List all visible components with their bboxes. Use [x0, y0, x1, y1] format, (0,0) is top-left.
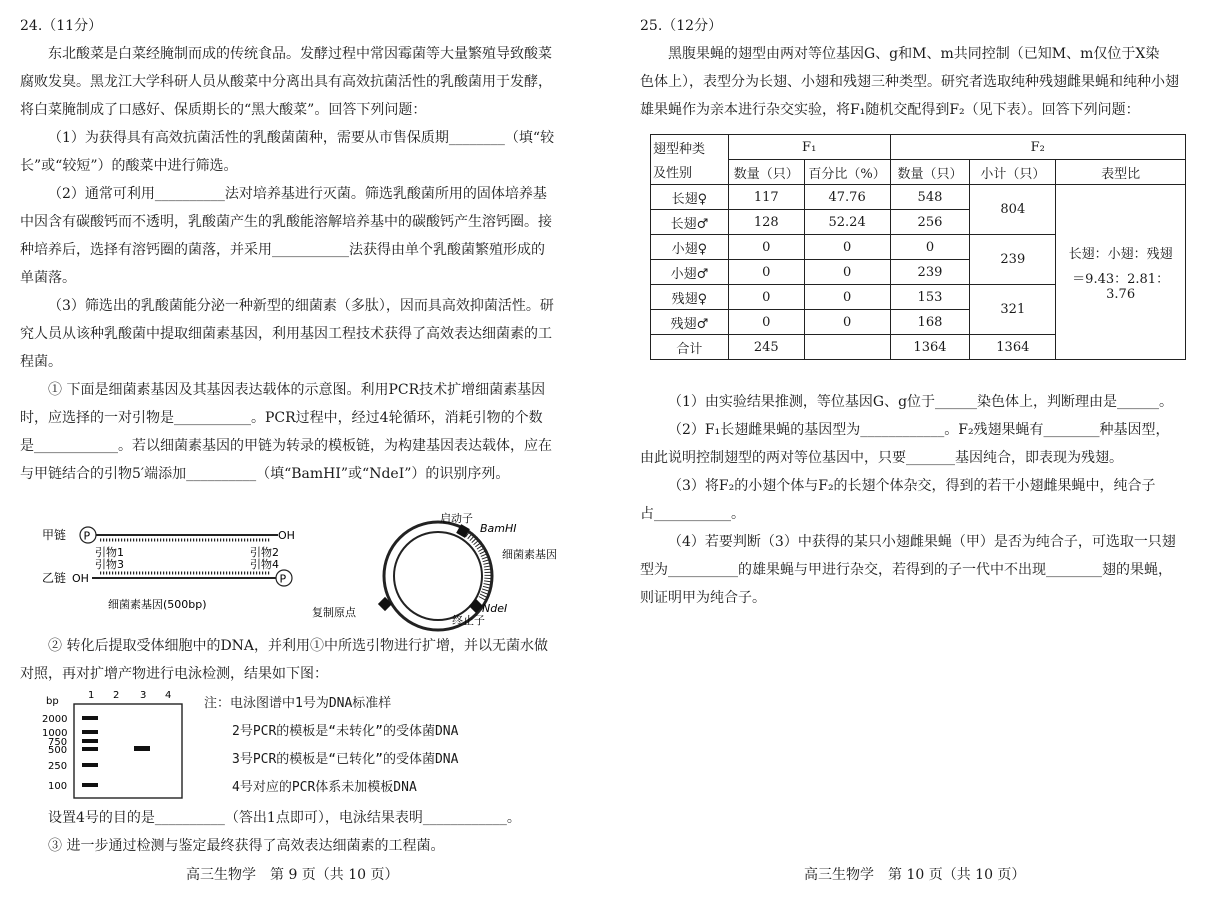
- row-label: 长翅♀: [651, 185, 729, 210]
- f2-count: 239: [890, 260, 970, 285]
- q25-4-line-1: （4）若要判断（3）中获得的某只小翅雌果蝇（甲）是否为纯合子，可选取一只翅: [668, 534, 1176, 550]
- page-10: [640, 12, 1192, 124]
- q24-1-line-2: 长”或“较短”）的酸菜中进行筛选。: [20, 158, 238, 174]
- q25-4-line-3: 则证明甲为纯合子。: [640, 590, 766, 606]
- lane-1-label: 1: [88, 690, 95, 701]
- f1-count: 0: [728, 260, 804, 285]
- q24-intro-line-3: 将白菜腌制成了口感好、保质期长的“黑大酸菜”。回答下列问题：: [20, 102, 427, 118]
- footer-page-10: 高三生物学 第 10 页（共 10 页）: [804, 867, 1026, 883]
- q24-1-line-1: （1）为获得具有高效抗菌活性的乳酸菌菌种，需要从市售保质期________（填“较: [48, 130, 555, 146]
- f2-count: 256: [890, 210, 970, 235]
- q24-3a-line-2: 时，应选择的一对引物是___________。PCR过程中，经过4轮循环，消耗引物的个数: [20, 410, 543, 426]
- row-label: 残翅♂: [651, 310, 729, 335]
- chain-b-label: 乙链: [42, 571, 67, 585]
- ratio-cell: [1056, 185, 1186, 360]
- wing-type-table: [650, 134, 1186, 360]
- f1-count: 128: [728, 210, 804, 235]
- page-9: [20, 12, 580, 488]
- f2-count: 0: [890, 235, 970, 260]
- lane1-band-2000: [82, 716, 98, 720]
- gel-note-1: 注：电泳图谱中1号为DNA标准样: [204, 696, 392, 711]
- q24-3c-block: [20, 804, 580, 860]
- total-f1-pct: [804, 335, 890, 360]
- f1-pct: 0: [804, 285, 890, 310]
- gel-bp-label: bp: [46, 696, 59, 707]
- total-f1: 245: [728, 335, 804, 360]
- gel-note-4: 4号对应的PCR体系未加模板DNA: [232, 780, 417, 795]
- lane-4-label: 4: [165, 690, 172, 701]
- header-ratio: 表型比: [1056, 160, 1186, 185]
- header-type: 翅型种类: [651, 135, 729, 160]
- row-label: 残翅♀: [651, 285, 729, 310]
- total-label: 合计: [651, 335, 729, 360]
- marker-100: 100: [48, 781, 68, 792]
- lane1-band-500: [82, 747, 98, 751]
- f1-count: 0: [728, 235, 804, 260]
- marker-250: 250: [48, 761, 68, 772]
- marker-1000: 1000: [42, 728, 68, 739]
- primer3-label: 引物3: [95, 558, 124, 571]
- gene-segment: [465, 532, 488, 599]
- row-label: 小翅♀: [651, 235, 729, 260]
- q24-3d-line: ③ 进一步通过检测与鉴定最终获得了高效表达细菌素的工程菌。: [48, 838, 445, 854]
- lane1-band-750: [82, 739, 98, 743]
- q25-2-line-2: 由此说明控制翅型的两对等位基因中，只要_______基因纯合，即表现为残翅。: [640, 450, 1123, 466]
- subtotal-small: 239: [970, 235, 1056, 285]
- lane3-band-500: [134, 746, 150, 751]
- ndei-label: NdeⅠ: [482, 602, 508, 615]
- gene-caption: 细菌素基因(500bp): [108, 598, 207, 611]
- q24-3-line-3: 程菌。: [20, 354, 62, 370]
- terminator-label: 终止子: [452, 614, 485, 627]
- q25-3-line-1: （3）将F₂的小翅个体与F₂的长翅个体杂交，得到的若干小翅雌果蝇中，纯合子: [668, 478, 1156, 494]
- q24-3a-line-4: 与甲链结合的引物5′端添加__________（填“BamHⅠ”或“NdeⅠ”）的识别序列。: [20, 466, 510, 482]
- header-f2-count: 数量（只）: [890, 160, 970, 185]
- f1-count: 0: [728, 285, 804, 310]
- phosphate-b-label: P: [279, 572, 287, 586]
- primer2-label: 引物2: [250, 546, 279, 559]
- q24-2-line-2: 中因含有碳酸钙而不透明，乳酸菌产生的乳酸能溶解培养基中的碳酸钙产生溶钙圈。接: [20, 214, 552, 230]
- marker-750: 750: [48, 737, 68, 748]
- lane1-band-250: [82, 763, 98, 767]
- q25-intro-line-1: 黑腹果蝇的翅型由两对等位基因G、g和M、m共同控制（已知M、m仅位于X染: [668, 46, 1160, 62]
- q24-3c-line: 设置4号的目的是__________（答出1点即可），电泳结果表明____________。: [48, 810, 521, 826]
- f1-pct: 0: [804, 310, 890, 335]
- f1-pct: 47.76: [804, 185, 890, 210]
- q25-4-line-2: 型为__________的雄果蝇与甲进行杂交，若得到的子一代中不出现________翅的果蝇，: [640, 562, 1172, 578]
- promoter-label: 启动子: [440, 512, 473, 525]
- q24-3b-line-1: ② 转化后提取受体细胞中的DNA，并利用①中所选引物进行扩增，并以无菌水做: [48, 638, 549, 654]
- q24-heading: 24.（11分）: [20, 18, 103, 34]
- q24-2-line-1: （2）通常可利用__________法对培养基进行灭菌。筛选乳酸菌所用的固体培养基: [48, 186, 547, 202]
- q24-intro-line-2: 腐败发臭。黑龙江大学科研人员从酸菜中分离出具有高效抗菌活性的乳酸菌用于发酵，: [20, 74, 552, 90]
- ratio-line-2: ＝9.43：2.81：3.76: [1072, 271, 1170, 302]
- header-f1-count: 数量（只）: [728, 160, 804, 185]
- lane-2-label: 2: [113, 690, 120, 701]
- subtotal-long: 804: [970, 185, 1056, 235]
- f1-count: 0: [728, 310, 804, 335]
- subtotal-vestigial: 321: [970, 285, 1056, 335]
- plasmid-inner: [394, 532, 482, 620]
- f2-count: 153: [890, 285, 970, 310]
- header-f1-pct: 百分比（%）: [804, 160, 890, 185]
- q24-intro-line-1: 东北酸菜是白菜经腌制而成的传统食品。发酵过程中常因霉菌等大量繁殖导致酸菜: [48, 46, 552, 62]
- q24-3-line-2: 究人员从该种乳酸菌中提取细菌素基因，利用基因工程技术获得了高效表达细菌素的工: [20, 326, 552, 342]
- f1-pct: 0: [804, 260, 890, 285]
- marker-500: 500: [48, 745, 68, 756]
- bamhi-label: BamHⅠ: [480, 522, 517, 535]
- q25-questions: [640, 388, 1192, 612]
- oh-b-label: OH: [72, 572, 89, 585]
- q24-3a-line-1: ① 下面是细菌素基因及其基因表达载体的示意图。利用PCR技术扩增细菌素基因: [48, 382, 546, 398]
- gel-note-2: 2号PCR的模板是“未转化”的受体菌DNA: [232, 724, 459, 739]
- q25-2-line-1: （2）F₁长翅雌果蝇的基因型为____________。F₂残翅果蝇有________种基因型，: [668, 422, 1170, 438]
- q24-3a-line-3: 是____________。若以细菌素基因的甲链为转录的模板链，为构建基因表达载体，应在: [20, 438, 552, 454]
- primer1-label: 引物1: [95, 546, 124, 559]
- origin-label: 复制原点: [312, 606, 356, 619]
- header-sex: 及性别: [651, 160, 729, 185]
- q25-1-line: （1）由实验结果推测，等位基因G、g位于______染色体上，判断理由是______。: [668, 394, 1174, 410]
- header-f2: F₂: [890, 135, 1185, 160]
- gene-label: 细菌素基因: [502, 548, 557, 561]
- header-f2-subtotal: 小计（只）: [970, 160, 1056, 185]
- q24-3b-block: [20, 632, 580, 688]
- chain-a-label: 甲链: [42, 528, 67, 542]
- q24-2-line-3: 种培养后，选择有溶钙圈的菌落，并采用___________法获得由单个乳酸菌繁殖形成的: [20, 242, 545, 258]
- q24-3b-line-2: 对照，再对扩增产物进行电泳检测，结果如下图：: [20, 666, 328, 682]
- total-f2: 1364: [890, 335, 970, 360]
- electrophoresis-gel: [38, 688, 198, 800]
- q24-2-line-4: 单菌落。: [20, 270, 76, 286]
- header-f1: F₁: [728, 135, 890, 160]
- primer4-label: 引物4: [250, 558, 279, 571]
- row-label: 小翅♂: [651, 260, 729, 285]
- total-subtotal: 1364: [970, 335, 1056, 360]
- q25-heading: 25.（12分）: [640, 18, 723, 34]
- table-row: [651, 185, 1186, 210]
- marker-2000: 2000: [42, 714, 68, 725]
- q25-intro-line-2: 色体上），表型分为长翅、小翅和残翅三种类型。研究者选取纯种残翅雌果蝇和纯种小翅: [640, 74, 1179, 90]
- gel-note-3: 3号PCR的模板是“已转化”的受体菌DNA: [232, 752, 459, 767]
- f1-count: 117: [728, 185, 804, 210]
- row-label: 长翅♂: [651, 210, 729, 235]
- lane1-band-1000: [82, 730, 98, 734]
- lane1-band-100: [82, 783, 98, 787]
- f1-pct: 0: [804, 235, 890, 260]
- lane-3-label: 3: [140, 690, 147, 701]
- ratio-line-1: 长翅：小翅：残翅: [1068, 246, 1173, 262]
- q25-intro-line-3: 雄果蝇作为亲本进行杂交实验，将F₁随机交配得到F₂（见下表）。回答下列问题：: [640, 102, 1140, 118]
- gel-notes: [204, 690, 458, 802]
- footer-page-9: 高三生物学 第 9 页（共 10 页）: [186, 867, 399, 883]
- f1-pct: 52.24: [804, 210, 890, 235]
- gene-and-vector-diagram: [20, 512, 580, 627]
- phosphate-a-label: P: [83, 529, 91, 543]
- f2-count: 168: [890, 310, 970, 335]
- f2-count: 548: [890, 185, 970, 210]
- q24-3-line-1: （3）筛选出的乳酸菌能分泌一种新型的细菌素（多肽），因而具高效抑菌活性。研: [48, 298, 554, 314]
- oh-a-label: OH: [278, 529, 295, 542]
- q25-3-line-2: 占___________。: [640, 506, 745, 522]
